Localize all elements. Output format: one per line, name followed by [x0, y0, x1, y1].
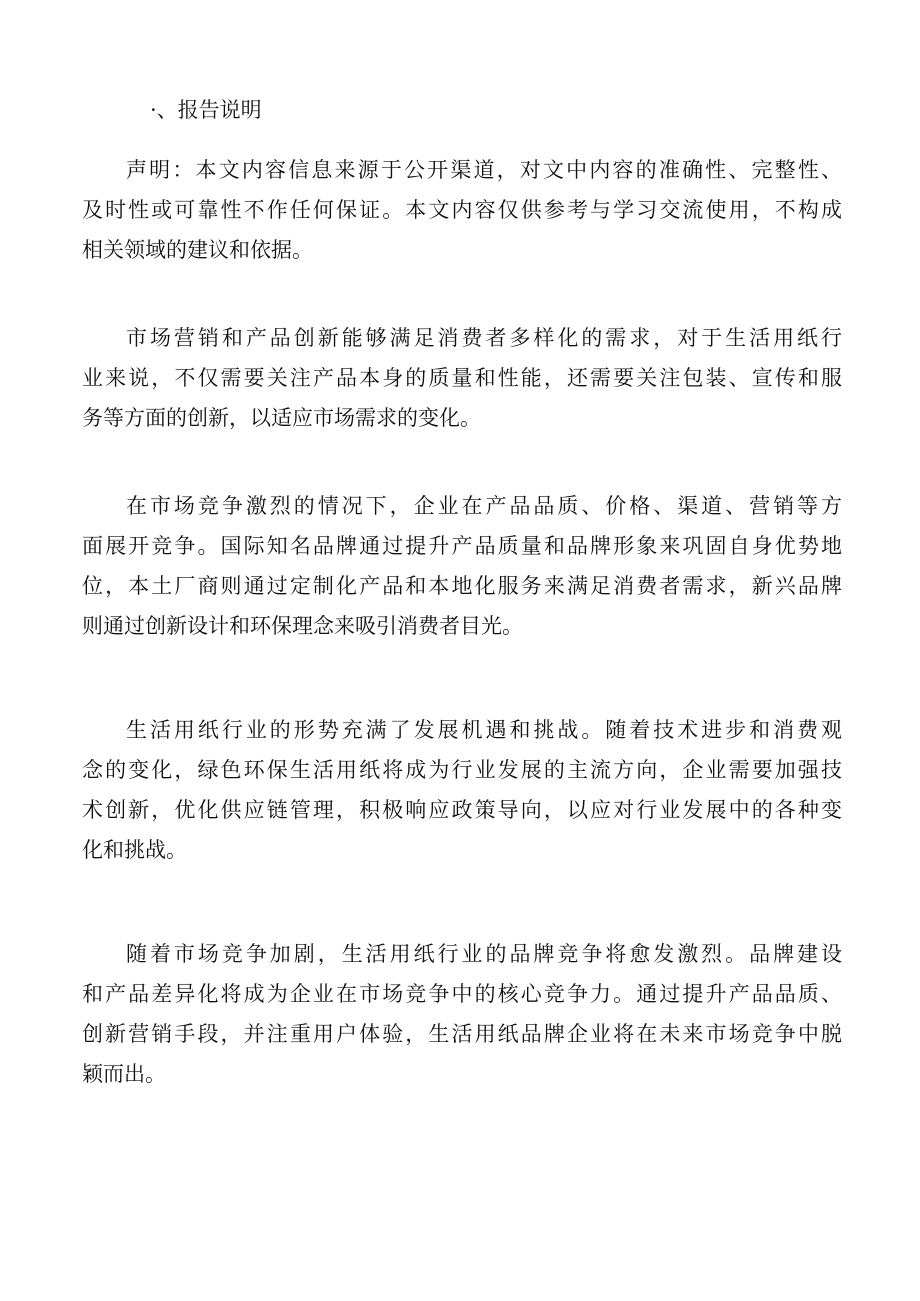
paragraph-brand-competition	[82, 934, 842, 1094]
paragraph-line: 术创新，优化供应链管理，积极响应政策导向，以应对行业发展中的各种变	[82, 798, 842, 822]
section-heading: ·、报告说明	[150, 98, 262, 122]
paragraph-industry-outlook	[82, 710, 842, 870]
paragraph-line: 化和挑战。	[82, 838, 187, 862]
paragraph-line: 相关领域的建议和依据。	[82, 238, 313, 262]
paragraph-marketing-innovation	[82, 318, 842, 438]
paragraph-line: 念的变化，绿色环保生活用纸将成为行业发展的主流方向，企业需要加强技	[82, 758, 842, 782]
paragraph-line: 颖而出。	[82, 1062, 166, 1086]
paragraph-line: 生活用纸行业的形势充满了发展机遇和挑战。随着技术进步和消费观	[126, 718, 842, 742]
paragraph-market-competition	[82, 486, 842, 646]
paragraph-line: 声明：本文内容信息来源于公开渠道，对文中内容的准确性、完整性、	[126, 158, 842, 182]
paragraph-line: 随着市场竞争加剧，生活用纸行业的品牌竞争将愈发激烈。品牌建设	[126, 942, 842, 966]
paragraph-line: 位，本土厂商则通过定制化产品和本地化服务来满足消费者需求，新兴品牌	[82, 574, 842, 598]
paragraph-line: 则通过创新设计和环保理念来吸引消费者目光。	[82, 614, 523, 638]
paragraph-disclaimer	[82, 150, 842, 270]
paragraph-line: 市场营销和产品创新能够满足消费者多样化的需求，对于生活用纸行	[126, 326, 842, 350]
paragraph-line: 和产品差异化将成为企业在市场竞争中的核心竞争力。通过提升产品品质、	[82, 982, 842, 1006]
paragraph-line: 在市场竞争激烈的情况下，企业在产品品质、价格、渠道、营销等方	[126, 494, 842, 518]
paragraph-line: 业来说，不仅需要关注产品本身的质量和性能，还需要关注包装、宣传和服	[82, 366, 842, 390]
paragraph-line: 务等方面的创新，以适应市场需求的变化。	[82, 406, 481, 430]
paragraph-line: 面展开竞争。国际知名品牌通过提升产品质量和品牌形象来巩固自身优势地	[82, 534, 842, 558]
paragraph-line: 及时性或可靠性不作任何保证。本文内容仅供参考与学习交流使用，不构成	[82, 198, 842, 222]
paragraph-line: 创新营销手段，并注重用户体验，生活用纸品牌企业将在未来市场竞争中脱	[82, 1022, 842, 1046]
